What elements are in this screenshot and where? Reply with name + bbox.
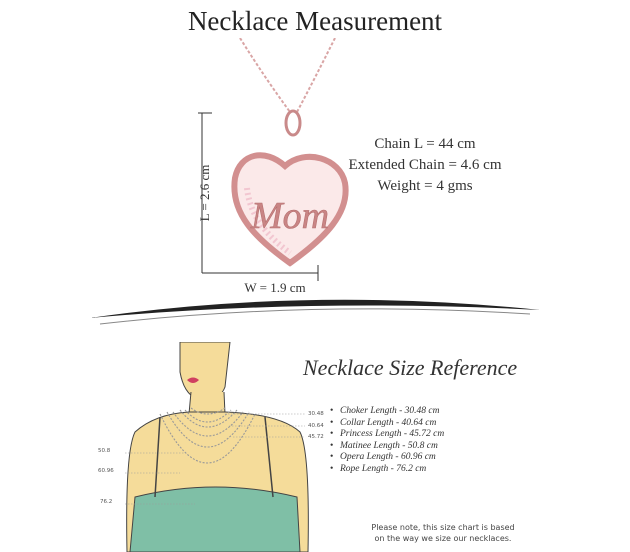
- size-note-line-1: Please note, this size chart is based: [371, 523, 515, 532]
- mark-opera: 60.96: [98, 468, 114, 474]
- size-note-line-2: on the way we size our necklaces.: [374, 534, 512, 543]
- mark-rope: 76.2: [100, 499, 113, 505]
- size-reference-figure: [125, 342, 310, 552]
- swoosh-divider: [90, 290, 540, 330]
- face: [180, 342, 230, 400]
- legend-item-matinee: • Matinee Length - 50.8 cm: [330, 441, 444, 453]
- page-title: Necklace Measurement: [187, 6, 443, 36]
- mark-choker: 30.48: [308, 411, 324, 417]
- mark-princess: 45.72: [308, 434, 324, 440]
- length-label: L = 2.6 cm: [197, 164, 212, 222]
- reference-title: Necklace Size Reference: [303, 355, 518, 380]
- legend-item-princess: • Princess Length - 45.72 cm: [330, 429, 444, 441]
- pendant-engraving: Mom: [250, 195, 330, 237]
- width-label: W = 1.9 cm: [244, 280, 306, 295]
- chain-left: [240, 38, 290, 112]
- weight-text: Weight = 4 gms: [377, 178, 473, 194]
- chain-length-text: Chain L = 44 cm: [374, 136, 476, 152]
- mark-matinee: 50.8: [98, 448, 111, 454]
- mark-collar: 40.64: [308, 423, 324, 429]
- legend-item-opera: • Opera Length - 60.96 cm: [330, 452, 444, 464]
- legend-item-choker: • Choker Length - 30.48 cm: [330, 406, 444, 418]
- size-note: [333, 522, 553, 544]
- specs-block: [330, 134, 520, 197]
- legend-item-collar: • Collar Length - 40.64 cm: [330, 418, 444, 430]
- chain-right: [297, 38, 335, 112]
- length-legend: [330, 406, 444, 476]
- legend-item-rope: • Rope Length - 76.2 cm: [330, 464, 444, 476]
- extended-chain-text: Extended Chain = 4.6 cm: [348, 157, 502, 173]
